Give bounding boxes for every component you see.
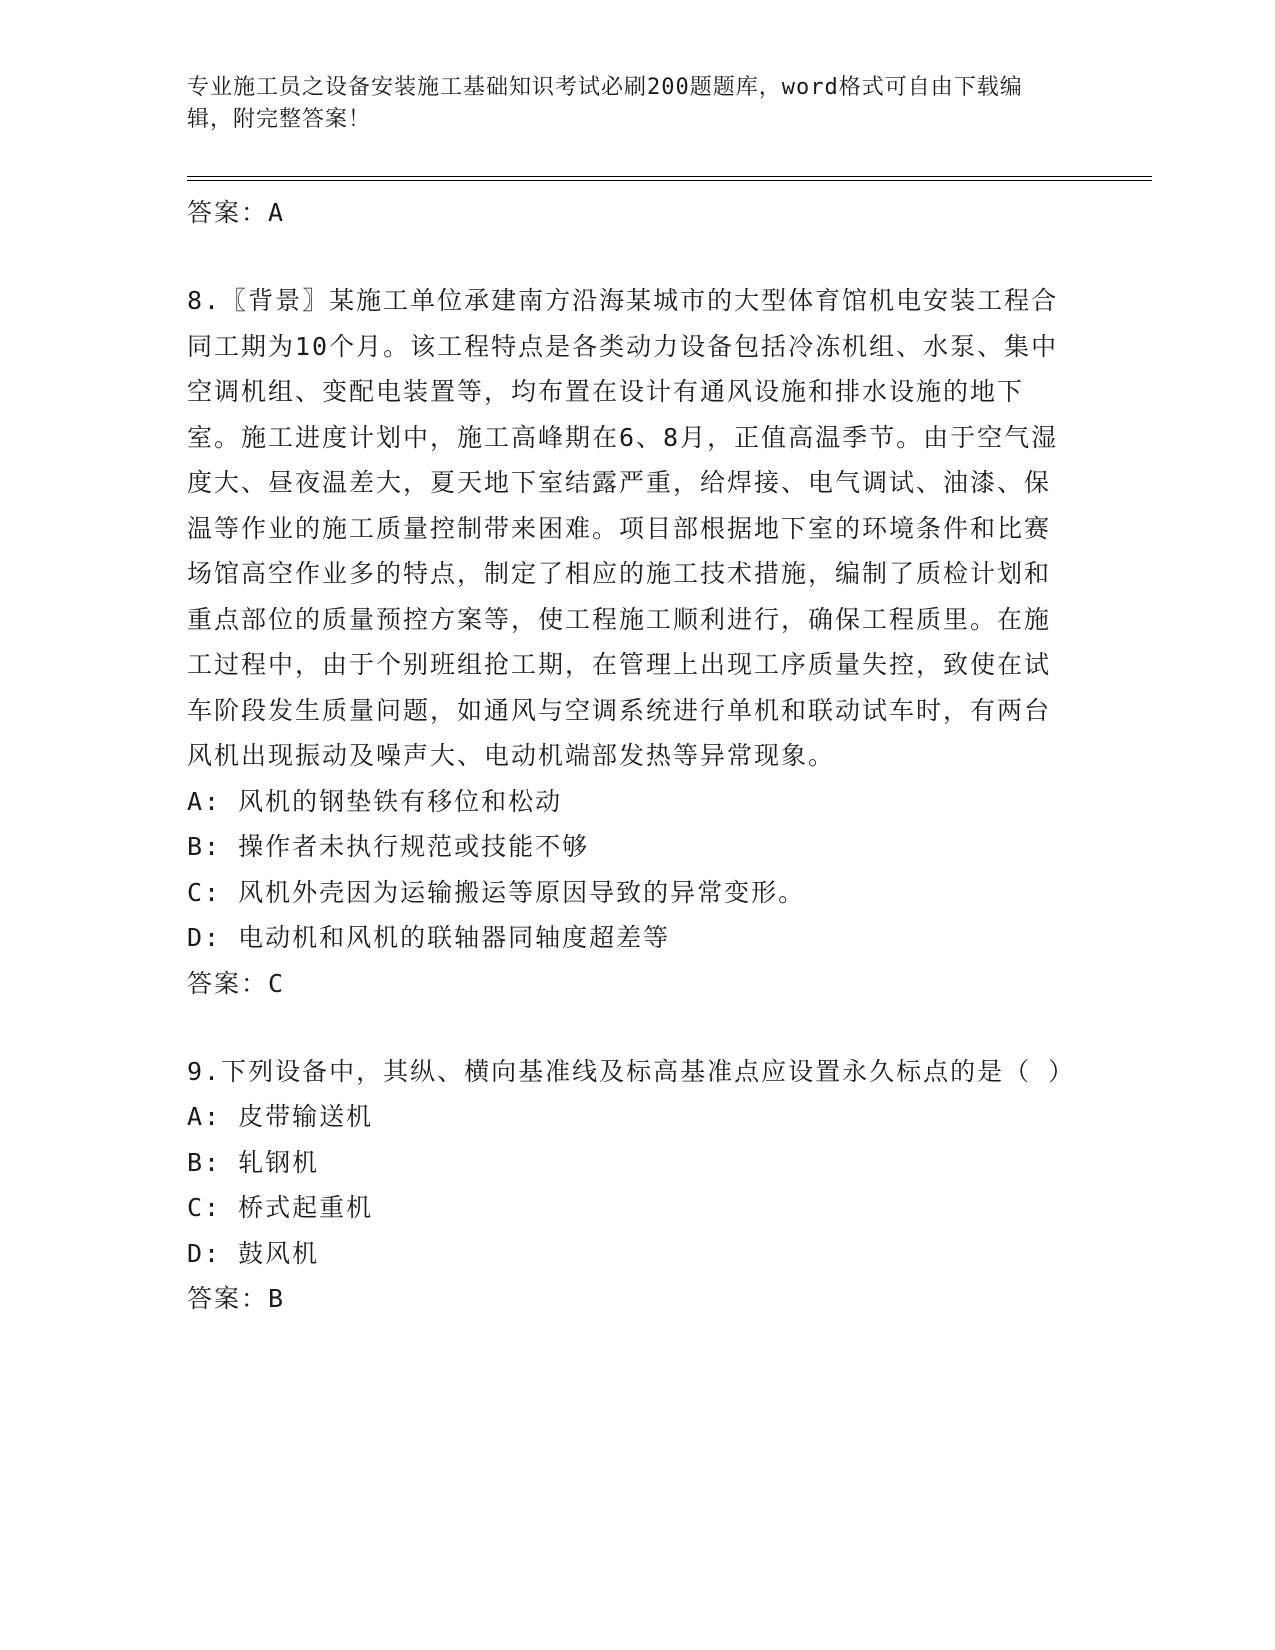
question-text: 9.下列设备中，其纵、横向基准线及标高基准点应设置永久标点的是（ ） — [187, 1056, 1076, 1086]
answer-line: 答案：A — [187, 198, 286, 227]
page-content — [187, 190, 1076, 1321]
answer-line: 答案：B — [187, 1284, 286, 1313]
option-a: A: 皮带输送机 — [187, 1102, 374, 1131]
block-spacer — [187, 235, 1067, 278]
question-block-9 — [187, 1049, 1076, 1322]
header-divider-thin — [187, 176, 1152, 177]
option-c: C: 风机外壳因为运输搬运等原因导致的异常变形。 — [187, 877, 806, 907]
option-d: D: 鼓风机 — [187, 1238, 320, 1268]
question-text: 8.〖背景〗某施工单位承建南方沿海某城市的大型体育馆机电安装工程合同工期为10个月。该工程特点是各类动力设备包括冷冻机组、水泵、集中空调机组、变配电装置等，均布置在设计有通风设施和排水设施的地下室。施工进度计划中，施工高峰期在6、8月，正值高温季节。由于空气湿度大、昼夜温差大，夏天地下室结露严重，给焊接、电气调试、油漆、保温等作业的施工质量控制带来困难。项目部根据地下室的环境条件和比赛场馆高空作业多的特点，制定了相应的施工技术措施，编制了质检计划和重点部位的质量预控方案等，使工程施工顺利进行，确保工程质里。在施工过程中，由于个别班组抢工期，在管理上出现工序质量失控，致使在试车阶段发生质量问题，如通风与空调系统进行单机和联动试车时，有两台风机出现振动及噪声大、电动机端部发热等异常现象。 — [187, 286, 1059, 770]
page-header: 专业施工员之设备安装施工基础知识考试必刷200题题库，word格式可自由下载编辑，附完整答案！ — [187, 75, 1023, 132]
option-a: A: 风机的钢垫铁有移位和松动 — [187, 786, 563, 816]
option-c: C: 桥式起重机 — [187, 1193, 374, 1222]
option-d: D: 电动机和风机的联轴器同轴度超差等 — [187, 923, 671, 952]
answer-line: 答案：C — [187, 968, 286, 998]
header-divider-thick — [187, 180, 1152, 181]
option-b: B: 轧钢机 — [187, 1147, 320, 1177]
block-spacer — [187, 1006, 1067, 1049]
option-b: B: 操作者未执行规范或技能不够 — [187, 832, 590, 861]
question-block-8 — [187, 278, 1067, 1006]
